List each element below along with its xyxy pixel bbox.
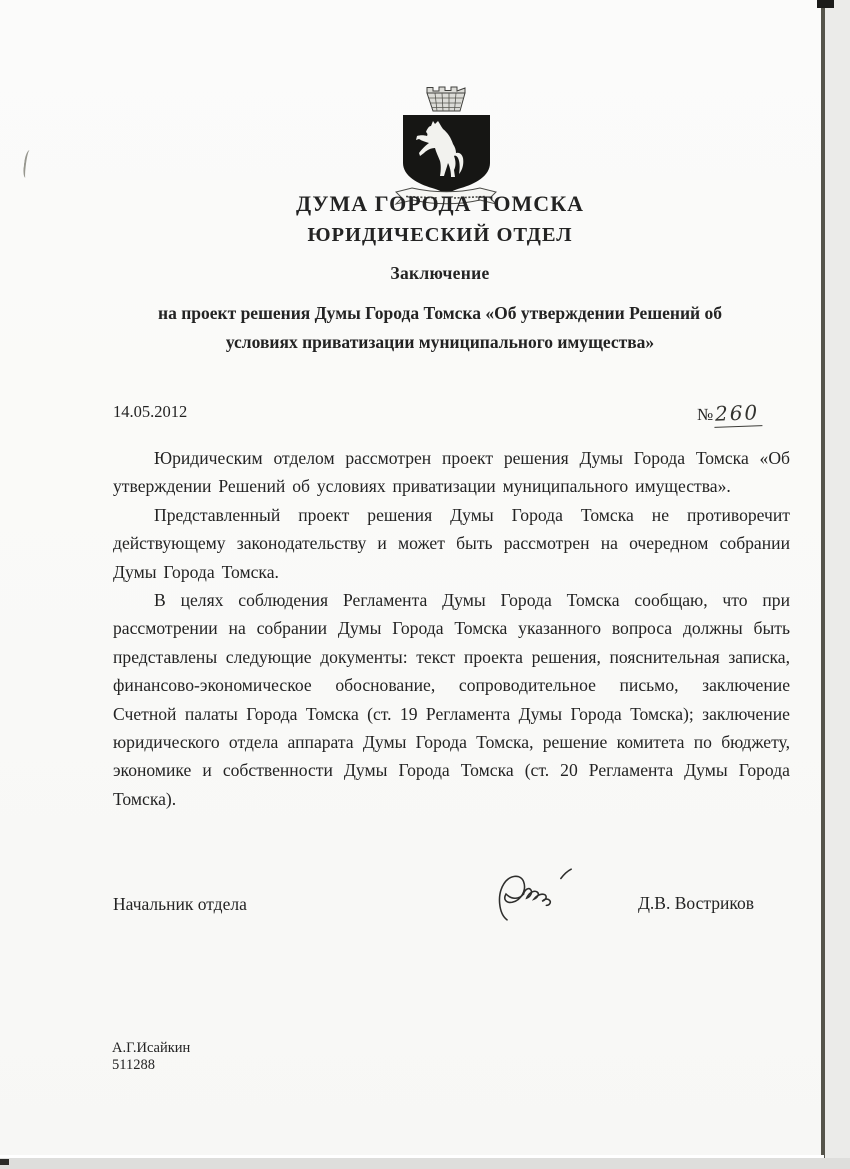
- body-paragraph: Представленный проект решения Думы Города Томска не противоречит действующему законодательству и может быть рассмотрен на очередном собрании Думы Города Томска.: [113, 504, 790, 582]
- scan-edge-right-line: [821, 0, 825, 1159]
- document-title: Заключение: [390, 263, 490, 283]
- signer-name: Д.В. Востриков: [638, 893, 754, 913]
- handwritten-signature-icon: [494, 864, 578, 924]
- org-name-line1: ДУМА ГОРОДА ТОМСКА: [295, 191, 585, 216]
- org-name-line2: ЮРИДИЧЕСКИЙ ОТДЕЛ: [307, 224, 573, 246]
- scan-edge-bottom-strip: [0, 1158, 850, 1169]
- signer-position: Начальник отдела: [113, 894, 247, 914]
- scan-edge-corner-mark: [817, 0, 834, 8]
- executor-block: [112, 1040, 190, 1073]
- number-sign: №: [697, 405, 714, 424]
- body-paragraph: Юридическим отделом рассмотрен проект решения Думы Города Томска «Об утверждении Решений об условиях приватизации муниципального имущества».: [113, 448, 790, 497]
- document-number: [697, 401, 762, 427]
- tomsk-coat-of-arms: [393, 84, 501, 206]
- document-body: [113, 444, 790, 813]
- body-paragraph: В целях соблюдения Регламента Думы Города Томска сообщаю, что при рассмотрении на собрании Думы Города Томска указанного вопроса должны быть представлены следующие документы: текст проекта решения, пояснительная записка, финансово-экономическое обоснование, сопроводительное письмо, заключение Счетной палаты Города Томска (ст. 19 Регламента Думы Города Томска); заключение юридического отдела аппарата Думы Города Томска, решение комитета по бюджету, экономике и собственности Думы Города Томска (ст. 20 Регламента Думы Города Томска).: [113, 590, 790, 809]
- document-subject: на проект решения Думы Города Томска «Об утверждении Решений об условиях приватизации муниципального имущества»: [157, 303, 722, 352]
- scan-edge-right-strip: [825, 0, 850, 1169]
- mural-crown-icon: [427, 87, 465, 111]
- document-date: 14.05.2012: [113, 402, 188, 421]
- executor-number: 511288: [112, 1056, 155, 1073]
- number-value-handwritten: 260: [714, 400, 763, 428]
- stray-pen-mark: [22, 150, 33, 179]
- executor-name: А.Г.Исайкин: [112, 1040, 191, 1056]
- scan-edge-bottom-dash: [0, 1159, 9, 1165]
